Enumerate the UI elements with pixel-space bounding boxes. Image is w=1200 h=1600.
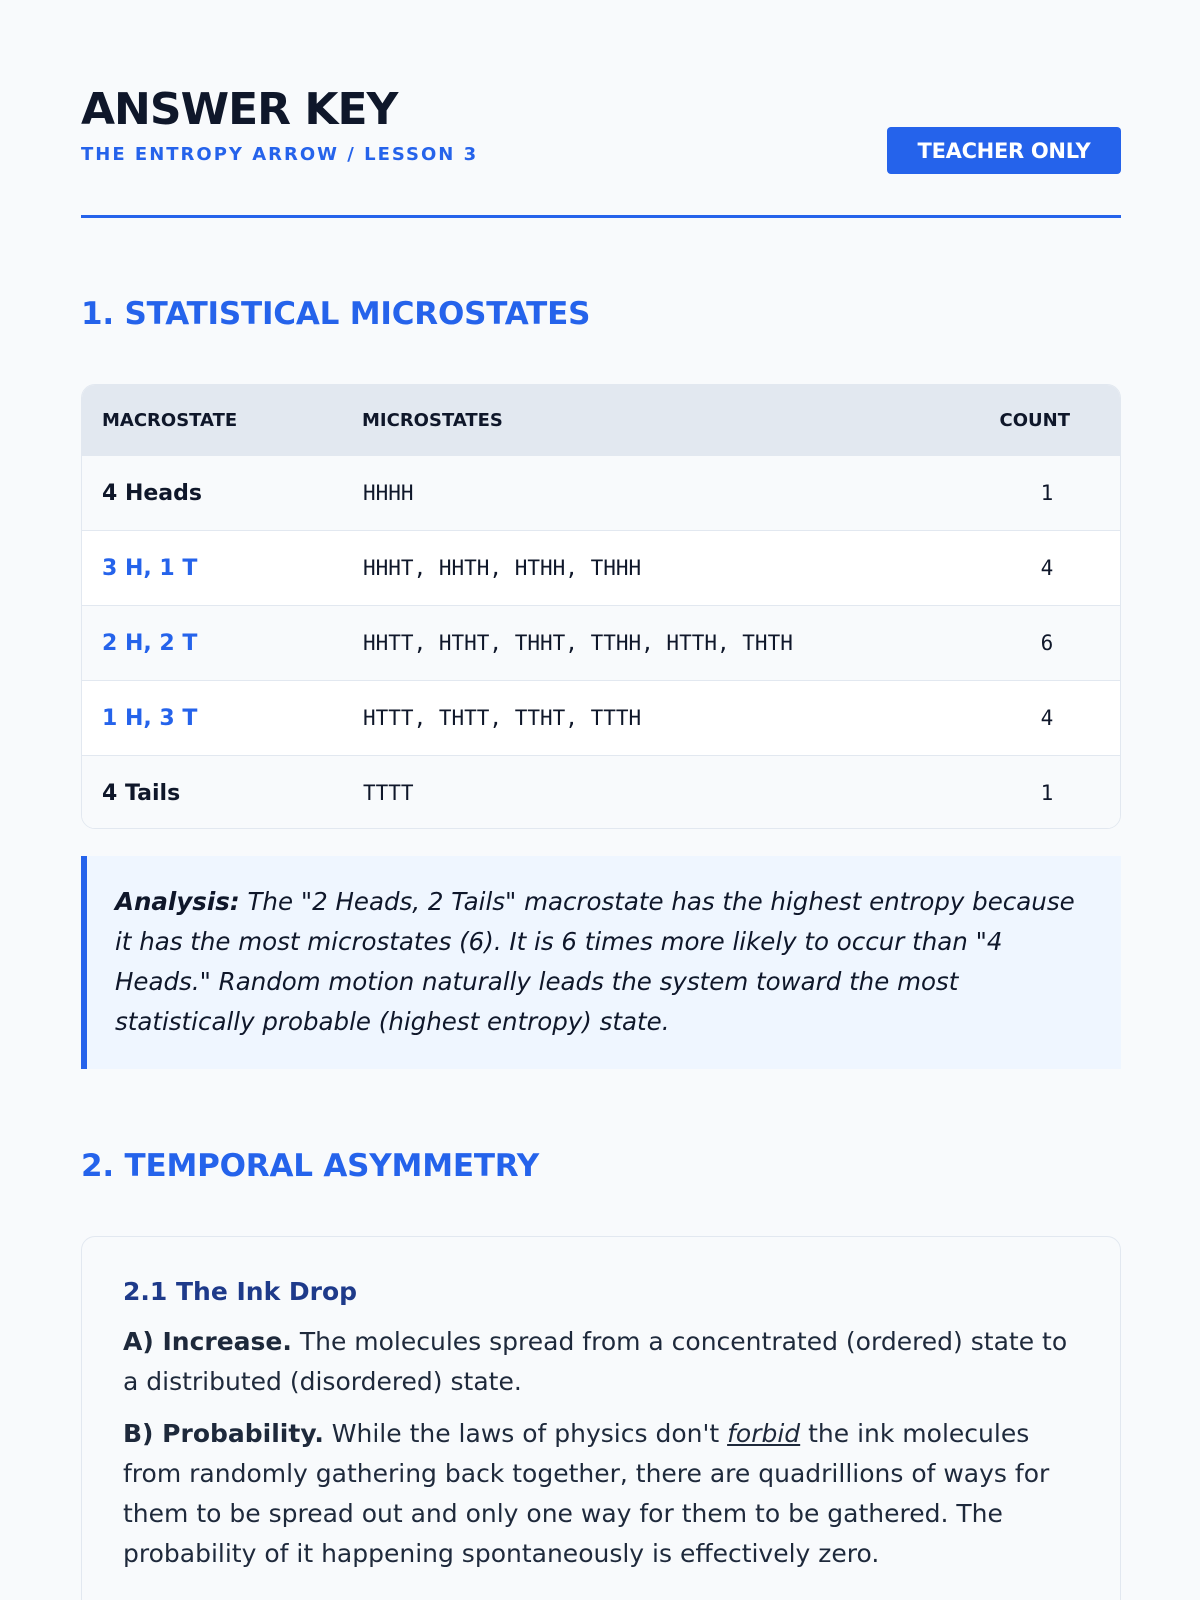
macrostate-cell: 4 Tails <box>102 780 181 806</box>
answer-a-label: A) Increase. <box>123 1327 292 1356</box>
analysis-callout <box>81 856 1121 1069</box>
macrostate-cell: 3 H, 1 T <box>102 555 198 581</box>
microstates-cell: HHTT, HTHT, THHT, TTHH, HTTH, THTH <box>363 631 793 655</box>
count-cell: 6 <box>1040 631 1054 655</box>
analysis-label: Analysis: <box>115 887 240 916</box>
microstates-table <box>81 384 1121 829</box>
table-row <box>82 455 1120 530</box>
subsection-title: 2.1 The Ink Drop <box>123 1277 358 1306</box>
macrostate-cell: 1 H, 3 T <box>102 705 198 731</box>
page-subtitle: THE ENTROPY ARROW / LESSON 3 <box>81 144 479 165</box>
count-cell: 1 <box>1040 781 1054 805</box>
answer-b-text-2: the ink molecules from randomly gathering back together, there are quadrillions of ways for them to be spread out and only one way for them to be gathered. The probability of it happening spontaneously is effectively zero. <box>123 1419 1050 1568</box>
answer-a <box>123 1322 1080 1402</box>
count-cell: 1 <box>1040 481 1054 505</box>
microstates-cell: HHHH <box>363 481 414 505</box>
section-2-title: 2. TEMPORAL ASYMMETRY <box>81 1148 539 1184</box>
ink-drop-card <box>81 1236 1121 1600</box>
answer-b <box>123 1414 1080 1574</box>
table-row <box>82 680 1120 755</box>
table-body <box>82 455 1120 829</box>
macrostate-cell: 4 Heads <box>102 480 202 506</box>
count-cell: 4 <box>1040 706 1054 730</box>
analysis-text: The "2 Heads, 2 Tails" macrostate has the highest entropy because it has the most microstates (6). It is 6 times more likely to occur than "4 Heads." Random motion naturally leads the system toward the most statistically probable (highest entropy) state. <box>115 887 1075 1036</box>
answer-a-text: The molecules spread from a concentrated (ordered) state to a distributed (disordered) state. <box>123 1327 1068 1396</box>
page-title: ANSWER KEY <box>81 84 398 135</box>
teacher-only-badge: TEACHER ONLY <box>887 127 1121 174</box>
table-row <box>82 605 1120 680</box>
table-header <box>82 385 1120 455</box>
column-header-microstates: MICROSTATES <box>362 409 503 431</box>
column-header-macrostate: MACROSTATE <box>102 409 238 431</box>
column-header-count: COUNT <box>999 409 1070 431</box>
answer-b-emphasis: forbid <box>727 1419 801 1448</box>
section-1-title: 1. STATISTICAL MICROSTATES <box>81 296 591 332</box>
count-cell: 4 <box>1040 556 1054 580</box>
microstates-cell: HTTT, THTT, TTHT, TTTH <box>363 706 642 730</box>
answer-b-label: B) Probability. <box>123 1419 324 1448</box>
microstates-cell: TTTT <box>363 781 414 805</box>
table-row <box>82 530 1120 605</box>
answer-b-text-1: While the laws of physics don't <box>323 1419 728 1448</box>
macrostate-cell: 2 H, 2 T <box>102 630 198 656</box>
table-row <box>82 755 1120 829</box>
microstates-cell: HHHT, HHTH, HTHH, THHH <box>363 556 642 580</box>
page-header <box>81 82 1121 218</box>
